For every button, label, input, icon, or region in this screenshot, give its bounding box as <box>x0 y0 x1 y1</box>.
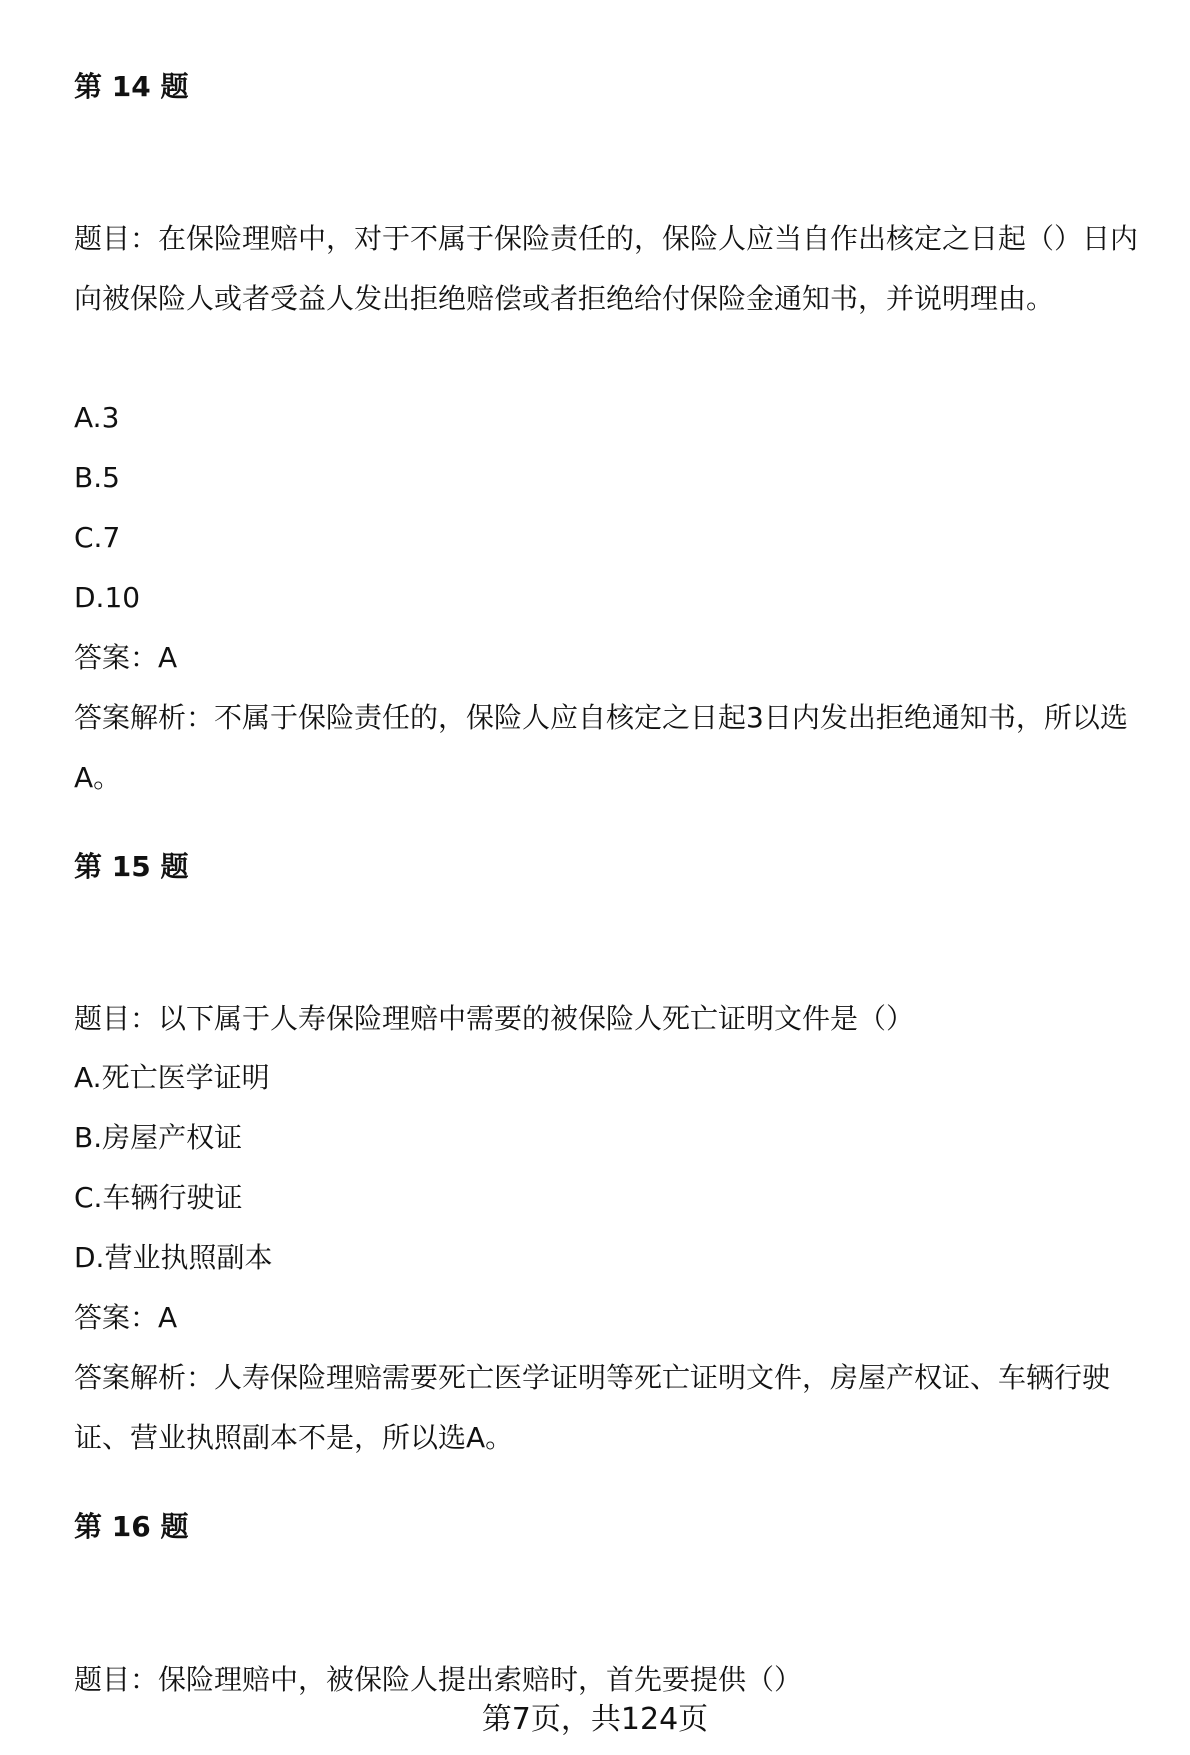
question-14-option-a: A.3 <box>74 401 120 434</box>
question-15-heading: 第 15 题 <box>74 850 189 883</box>
question-14-answer: 答案：A <box>74 641 178 674</box>
question-14-analysis: 答案解析：不属于保险责任的，保险人应自核定之日起3日内发出拒绝通知书，所以选A。 <box>74 701 1128 794</box>
question-16-heading: 第 16 题 <box>74 1510 189 1543</box>
question-15-analysis: 答案解析：人寿保险理赔需要死亡医学证明等死亡证明文件，房屋产权证、车辆行驶证、营业执照副本不是，所以选A。 <box>74 1361 1111 1454</box>
question-15-answer: 答案：A <box>74 1301 178 1334</box>
question-15-stem: 题目：以下属于人寿保险理赔中需要的被保险人死亡证明文件是（） <box>74 1002 915 1035</box>
question-16-stem: 题目：保险理赔中，被保险人提出索赔时，首先要提供（） <box>74 1663 803 1696</box>
question-14-option-c: C.7 <box>74 521 121 554</box>
question-15-option-c: C.车辆行驶证 <box>74 1181 243 1214</box>
question-15-option-a: A.死亡医学证明 <box>74 1061 270 1094</box>
question-15-option-b: B.房屋产权证 <box>74 1121 243 1154</box>
page-indicator: 第7页，共124页 <box>481 1702 709 1737</box>
question-14-stem: 题目：在保险理赔中，对于不属于保险责任的，保险人应当自作出核定之日起（）日内向被保险人或者受益人发出拒绝赔偿或者拒绝给付保险金通知书，并说明理由。 <box>74 222 1139 315</box>
question-14-option-d: D.10 <box>74 581 141 614</box>
question-14-heading: 第 14 题 <box>74 70 189 103</box>
question-15-option-d: D.营业执照副本 <box>74 1241 273 1274</box>
question-14-option-b: B.5 <box>74 461 120 494</box>
